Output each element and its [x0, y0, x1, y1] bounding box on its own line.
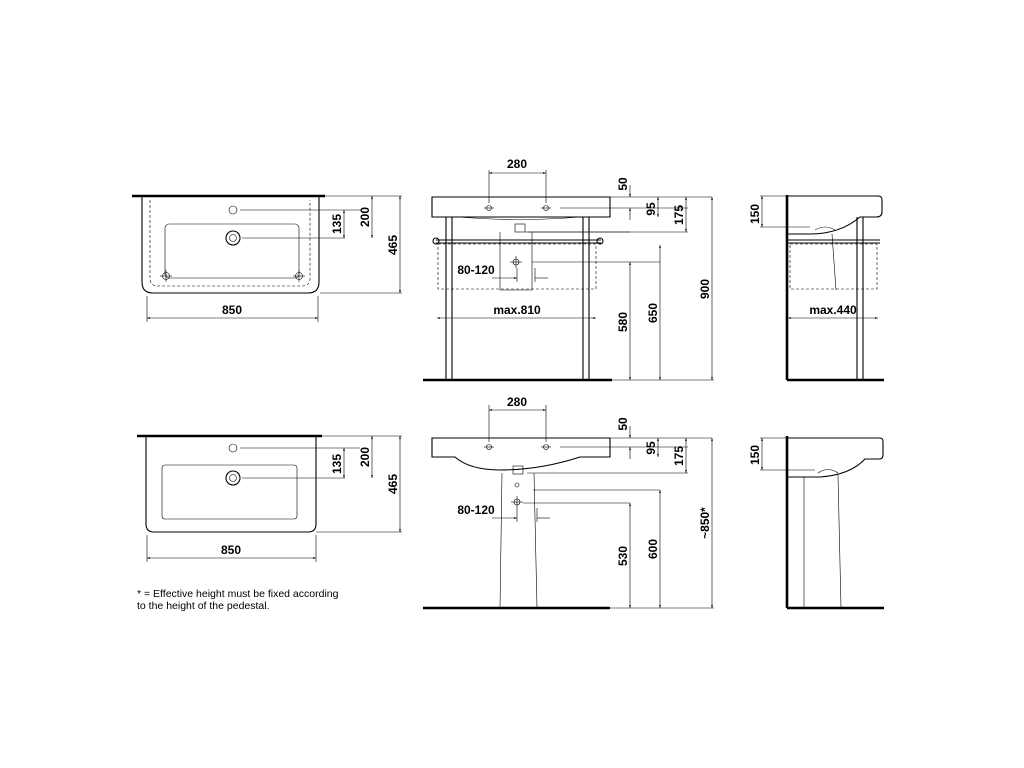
dim-tap-280-b: 280	[506, 395, 528, 409]
dim-max-810: max.810	[493, 303, 541, 317]
dim-175: 175	[672, 204, 686, 226]
dim-200-b: 200	[358, 446, 372, 468]
dim-135: 135	[330, 213, 344, 235]
dim-80-120: 80-120	[457, 263, 495, 277]
dim-95-b: 95	[644, 441, 658, 455]
dim-530: 530	[616, 545, 630, 567]
dim-95: 95	[644, 202, 658, 216]
dim-175-b: 175	[672, 445, 686, 467]
dim-max-440: max.440	[809, 303, 857, 317]
dim-side-150: 150	[748, 203, 762, 225]
dim-side-150-b: 150	[748, 444, 762, 466]
dim-465: 465	[386, 234, 400, 256]
footnote-line-2: to the height of the pedestal.	[137, 600, 270, 612]
dim-580: 580	[616, 311, 630, 333]
dim-50-b: 50	[616, 417, 630, 431]
dim-850-effective: ~850*	[698, 507, 712, 539]
dim-tap-280: 280	[506, 157, 528, 171]
dim-900: 900	[698, 278, 712, 300]
side-view-pedestal	[760, 436, 884, 608]
dim-465-b: 465	[386, 473, 400, 495]
dim-width-850-b: 850	[220, 543, 242, 557]
dim-135-b: 135	[330, 453, 344, 475]
footnote-line-1: * = Effective height must be fixed according	[137, 588, 339, 600]
dim-650: 650	[646, 302, 660, 324]
dim-50: 50	[616, 177, 630, 191]
dim-width-850: 850	[221, 303, 243, 317]
dim-200: 200	[358, 206, 372, 228]
dim-80-120-b: 80-120	[457, 503, 495, 517]
dim-600: 600	[646, 538, 660, 560]
side-view-console	[760, 195, 884, 380]
